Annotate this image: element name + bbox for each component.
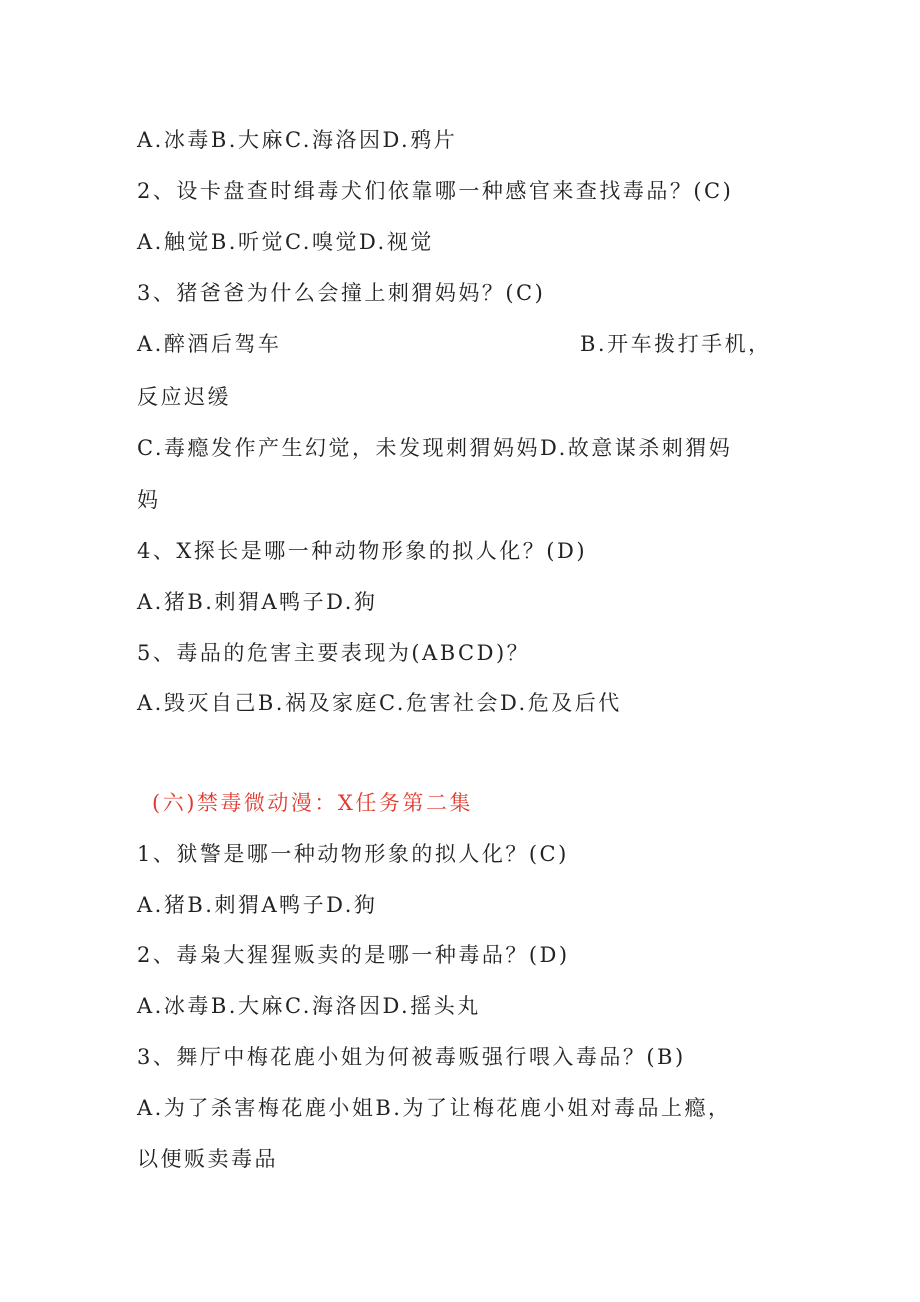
options-line-5: A.毁灭自己B.祸及家庭C.危害社会D.危及后代 (137, 691, 622, 715)
question-5: 5、毒品的危害主要表现为(ABCD)？ (137, 641, 531, 665)
options-line-1: A.冰毒B.大麻C.海洛因D.鸦片 (137, 128, 458, 152)
section-question-1: 1、狱警是哪一种动物形象的拟人化？(C) (137, 842, 569, 866)
section-options-3a: A.为了杀害梅花鹿小姐B.为了让梅花鹿小姐对毒品上瘾， (137, 1096, 732, 1120)
section-question-3: 3、舞厅中梅花鹿小姐为何被毒贩强行喂入毒品？(B) (137, 1045, 686, 1069)
options-line-2: A.触觉B.听觉C.嗅觉D.视觉 (137, 230, 434, 254)
options-line-3d: 妈 (137, 488, 161, 512)
question-2: 2、设卡盘查时缉毒犬们依靠哪一种感官来查找毒品？(C) (137, 179, 734, 203)
options-line-3c: C.毒瘾发作产生幻觉，未发现刺猬妈妈D.故意谋杀刺猬妈 (137, 436, 733, 460)
section-options-3b: 以便贩卖毒品 (137, 1147, 278, 1171)
options-line-3b: 反应迟缓 (137, 385, 231, 409)
option-a: A.醉酒后驾车 (137, 332, 282, 356)
section-title: (六)禁毒微动漫：X任务第二集 (152, 791, 473, 815)
question-4: 4、X探长是哪一种动物形象的拟人化？(D) (137, 539, 588, 563)
section-question-2: 2、毒枭大猩猩贩卖的是哪一种毒品？(D) (137, 943, 570, 967)
question-3: 3、猪爸爸为什么会撞上刺猬妈妈？(C) (137, 281, 546, 305)
section-options-1: A.猪B.刺猬A鸭子D.狗 (137, 893, 378, 917)
section-options-2: A.冰毒B.大麻C.海洛因D.摇头丸 (137, 994, 481, 1018)
options-line-4: A.猪B.刺猬A鸭子D.狗 (137, 590, 378, 614)
option-b: B.开车拨打手机， (580, 332, 772, 356)
options-line-3a (137, 329, 281, 359)
